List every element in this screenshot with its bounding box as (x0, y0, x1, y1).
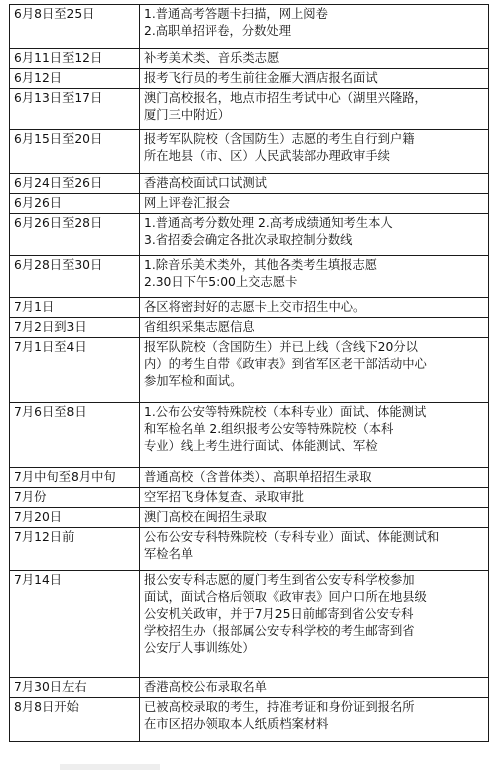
bottom-smudge (60, 764, 160, 770)
event-line: 普通高校（含普体类）、高职单招招生录取 (144, 470, 372, 484)
event-line: 报考军队院校（含国防生）志愿的考生自行到户籍 (144, 132, 415, 146)
date-cell: 6月13日至17日 (10, 89, 140, 130)
schedule-row (10, 298, 489, 318)
date-cell: 7月中旬至8月中旬 (10, 468, 140, 488)
event-cell (140, 468, 489, 488)
date-cell: 7月20日 (10, 508, 140, 528)
event-cell (140, 571, 489, 678)
event-line: 省组织采集志愿信息 (144, 320, 255, 334)
event-line: 内）的考生自带《政审表》到省军区老干部活动中心 (144, 357, 427, 371)
event-line: 澳门高校报名，地点市招生考试中心（湖里兴隆路， (144, 91, 427, 105)
event-cell (140, 256, 489, 298)
date-cell: 7月6日至8日 (10, 403, 140, 468)
event-line: 已被高校录取的考生，持准考证和身份证到报名所 (144, 700, 415, 714)
date-cell: 6月26日至28日 (10, 214, 140, 256)
date-cell: 6月28日至30日 (10, 256, 140, 298)
event-line: 报考飞行员的考生前往金雁大酒店报名面试 (144, 71, 378, 85)
event-line: 学校招生办（报部属公安专科学校的考生邮寄到省 (144, 624, 415, 638)
event-line: 报军队院校（含国防生）并已上线（含线下20分以 (144, 340, 418, 354)
event-cell (140, 678, 489, 698)
event-cell (140, 130, 489, 174)
event-cell (140, 403, 489, 468)
schedule-row (10, 214, 489, 256)
event-line: 和军检名单 2.组织报考公安等特殊院校（本科 (144, 422, 394, 436)
event-cell (140, 174, 489, 194)
schedule-row (10, 194, 489, 214)
event-line: 参加军检和面试。 (144, 374, 243, 388)
schedule-row (10, 678, 489, 698)
schedule-row (10, 698, 489, 742)
event-line: 面试，面试合格后领取《政审表》回户口所在地县级 (144, 590, 427, 604)
event-line: 澳门高校在闽招生录取 (144, 510, 267, 524)
event-cell (140, 338, 489, 403)
event-line: 网上评卷汇报会 (144, 196, 231, 210)
schedule-row (10, 318, 489, 338)
event-cell (140, 488, 489, 508)
event-cell (140, 528, 489, 571)
event-cell (140, 214, 489, 256)
date-cell: 7月2日到3日 (10, 318, 140, 338)
event-line: 公安厅人事训练处） (144, 641, 255, 655)
date-cell: 6月24日至26日 (10, 174, 140, 194)
event-cell (140, 89, 489, 130)
schedule-row (10, 69, 489, 89)
schedule-row (10, 174, 489, 194)
event-cell (140, 508, 489, 528)
date-cell: 7月12日前 (10, 528, 140, 571)
schedule-row (10, 49, 489, 69)
event-line: 补考美术类、音乐类志愿 (144, 51, 280, 65)
date-cell: 6月8日至25日 (10, 5, 140, 49)
schedule-row (10, 528, 489, 571)
event-line: 1.除音乐美术类外，其他各类考生填报志愿 (144, 258, 378, 272)
schedule-body (10, 5, 489, 742)
event-line: 3.省招委会确定各批次录取控制分数线 (144, 233, 353, 247)
event-line: 报公安专科志愿的厦门考生到省公安专科学校参加 (144, 573, 415, 587)
schedule-row (10, 256, 489, 298)
date-cell: 8月8日开始 (10, 698, 140, 742)
event-line: 厦门三中附近） (144, 108, 231, 122)
event-line: 专业）线上考生进行面试、体能测试、军检 (144, 439, 378, 453)
event-line: 2.高职单招评卷，分数处理 (144, 24, 291, 38)
event-line: 1.普通高考分数处理 2.高考成绩通知考生本人 (144, 216, 393, 230)
event-cell (140, 318, 489, 338)
event-cell (140, 194, 489, 214)
date-cell: 6月26日 (10, 194, 140, 214)
date-cell: 7月14日 (10, 571, 140, 678)
schedule-row (10, 508, 489, 528)
event-line: 公布公安专科特殊院校（专科专业）面试、体能测试和 (144, 530, 440, 544)
event-line: 公安机关政审，并于7月25日前邮寄到省公安专科 (144, 607, 414, 621)
date-cell: 7月1日至4日 (10, 338, 140, 403)
event-line: 所在地县（市、区）人民武装部办理政审手续 (144, 149, 390, 163)
schedule-row (10, 338, 489, 403)
event-line: 2.30日下午5:00上交志愿卡 (144, 275, 298, 289)
event-line: 香港高校公布录取名单 (144, 680, 267, 694)
event-line: 1.普通高考答题卡扫描，网上阅卷 (144, 7, 328, 21)
date-cell: 6月11日至12日 (10, 49, 140, 69)
event-cell (140, 298, 489, 318)
admission-schedule-table (9, 4, 489, 742)
schedule-row (10, 488, 489, 508)
event-line: 各区将密封好的志愿卡上交市招生中心。 (144, 300, 366, 314)
event-cell (140, 49, 489, 69)
event-line: 在市区招办领取本人纸质档案材料 (144, 717, 329, 731)
event-cell (140, 69, 489, 89)
event-cell (140, 698, 489, 742)
schedule-row (10, 468, 489, 488)
event-line: 1.公布公安等特殊院校（本科专业）面试、体能测试 (144, 405, 427, 419)
event-cell (140, 5, 489, 49)
schedule-row (10, 571, 489, 678)
date-cell: 7月份 (10, 488, 140, 508)
date-cell: 6月15日至20日 (10, 130, 140, 174)
date-cell: 6月12日 (10, 69, 140, 89)
event-line: 空军招飞身体复查、录取审批 (144, 490, 304, 504)
event-line: 香港高校面试口试测试 (144, 176, 267, 190)
date-cell: 7月30日左右 (10, 678, 140, 698)
schedule-row (10, 403, 489, 468)
date-cell: 7月1日 (10, 298, 140, 318)
event-line: 军检名单 (144, 547, 194, 561)
schedule-row (10, 5, 489, 49)
schedule-row (10, 89, 489, 130)
schedule-row (10, 130, 489, 174)
